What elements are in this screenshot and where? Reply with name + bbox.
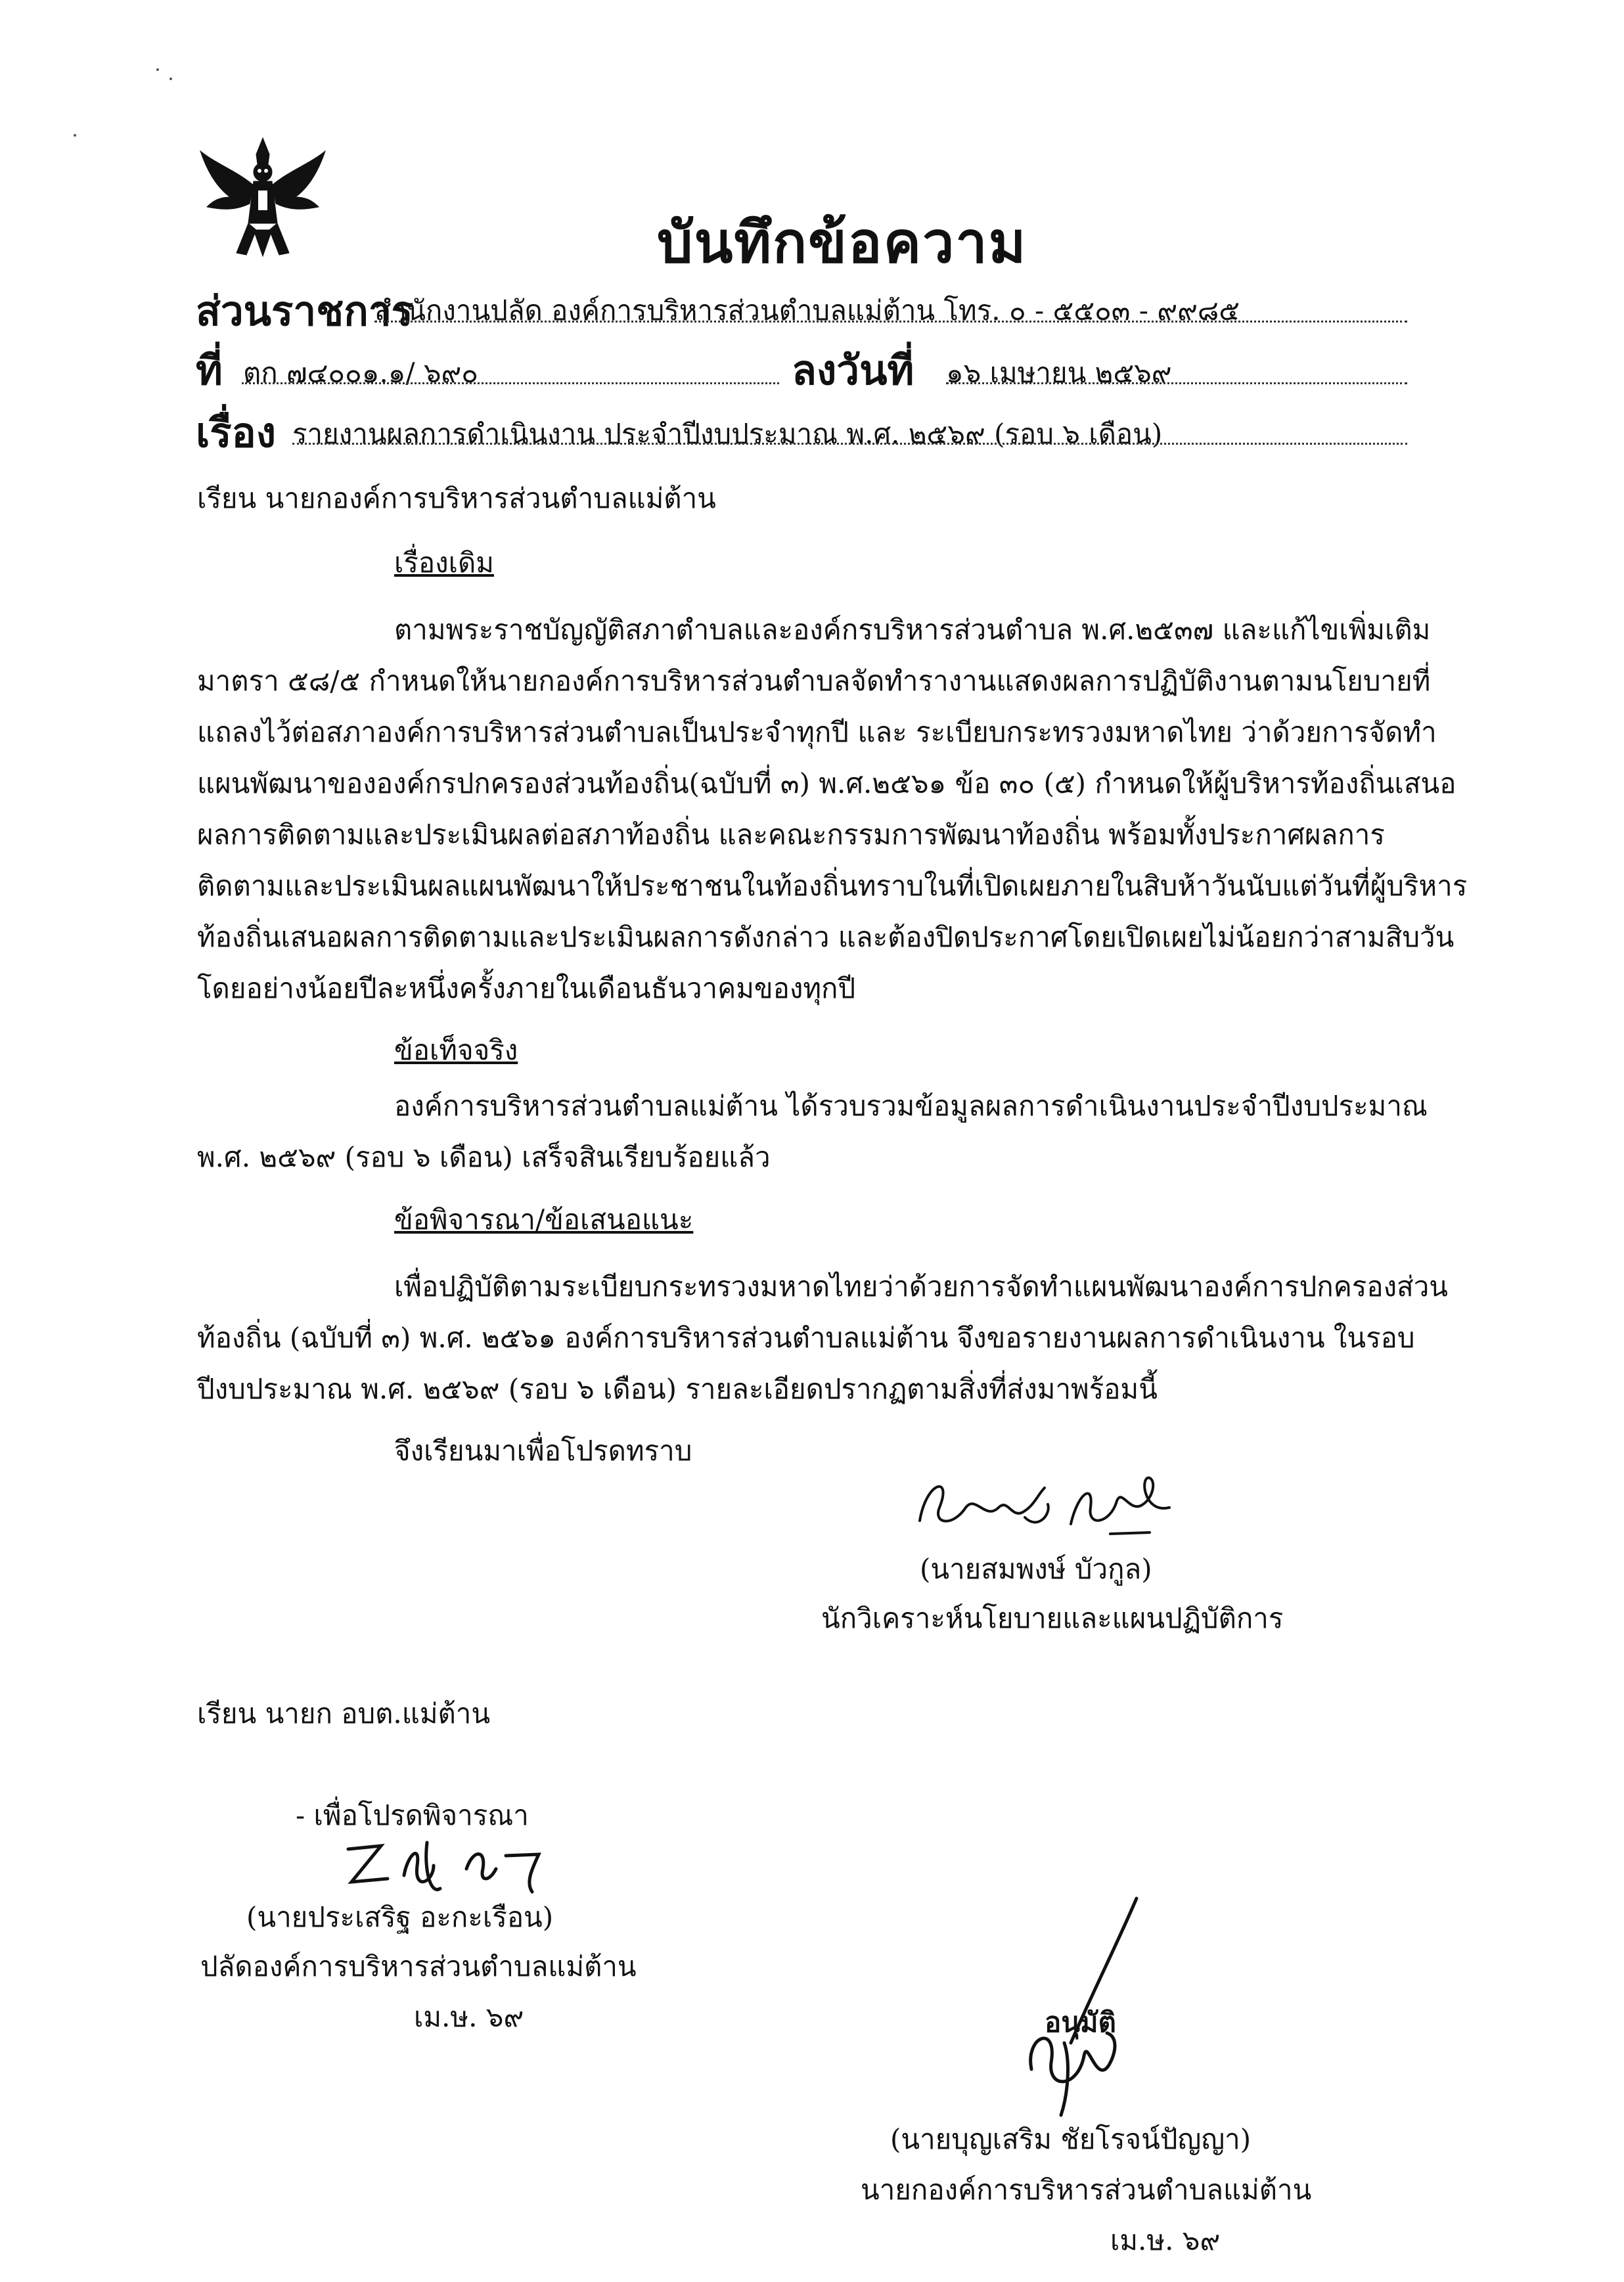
forward-to: เรียน นายก อบต.แม่ต้าน xyxy=(197,1697,491,1730)
ref-label: ที่ xyxy=(196,346,223,394)
forward-note: - เพื่อโปรดพิจารณา xyxy=(296,1799,529,1831)
approval-label: อนุมัติ xyxy=(1045,2006,1116,2038)
subject-underline xyxy=(292,443,1407,445)
recommend-line: เพื่อปฏิบัติตามระเบียบกระทรวงมหาดไทยว่าด้วยการจัดทำแผนพัฒนาองค์การปกครองส่วน xyxy=(394,1270,1449,1303)
recommend-line: ปีงบประมาณ พ.ศ. ๒๕๖๙ (รอบ ๖ เดือน) รายละเอียดปรากฏตามสิ่งที่ส่งมาพร้อมนี้ xyxy=(197,1373,1158,1405)
subject-value: รายงานผลการดำเนินงาน ประจำปีงบประมาณ พ.ศ. ๒๕๖๙ (รอบ ๖ เดือน) xyxy=(292,418,1163,450)
background-line: แผนพัฒนาขององค์กรปกครองส่วนท้องถิ่น(ฉบับที่ ๓) พ.ศ.๒๕๖๑ ข้อ ๓๐ (๕) กำหนดให้ผู้บริหารท้องถิ่นเสนอ xyxy=(197,767,1456,799)
signature-somphong xyxy=(913,1468,1189,1547)
facts-line: พ.ศ. ๒๕๖๙ (รอบ ๖ เดือน) เสร็จสินเรียบร้อยแล้ว xyxy=(197,1141,771,1173)
background-line: ท้องถิ่นเสนอผลการติดตามและประเมินผลการดังกล่าว และต้องปิดประกาศโดยเปิดเผยไม่น้อยกว่าสามสิบวัน xyxy=(197,921,1455,953)
date-label: ลงวันที่ xyxy=(792,346,914,394)
agency-underline xyxy=(374,321,1407,323)
ref-value: ตก ๗๔๐๐๑.๑/ ๖๙๐ xyxy=(243,357,478,389)
garuda-emblem-icon xyxy=(191,125,335,269)
background-line: ตามพระราชบัญญัติสภาตำบลและองค์กรบริหารส่วนตำบล พ.ศ.๒๕๓๗ และแก้ไขเพิ่มเติม xyxy=(394,614,1431,646)
agency-value: สำนักงานปลัด องค์การบริหารส่วนตำบลแม่ต้าน โทร. ๐ - ๕๕๐๓ - ๙๙๘๕ xyxy=(374,294,1240,326)
date-value: ๑๖ เมษายน ๒๕๖๙ xyxy=(946,357,1172,389)
signer1-name: (นายสมพงษ์ บัวกูล) xyxy=(920,1553,1152,1585)
background-line: มาตรา ๕๘/๕ กำหนดให้นายกองค์การบริหารส่วนตำบลจัดทำรางานแสดงผลการปฏิบัติงานตามนโยบายที่ xyxy=(197,665,1431,697)
approval-date: เม.ษ. ๖๙ xyxy=(1110,2224,1221,2256)
approval-position: นายกองค์การบริหารส่วนตำบลแม่ต้าน xyxy=(861,2174,1312,2206)
signature-prasert xyxy=(342,1829,578,1902)
forward-date: เม.ษ. ๖๙ xyxy=(414,2001,524,2033)
salutation: เรียน นายกองค์การบริหารส่วนตำบลแม่ต้าน xyxy=(197,482,716,514)
recommend-line: ท้องถิ่น (ฉบับที่ ๓) พ.ศ. ๒๕๖๑ องค์การบริหารส่วนตำบลแม่ต้าน จึงขอรายงานผลการดำเนินงาน ในรอบ xyxy=(197,1322,1415,1354)
memo-title: บันทึกข้อความ xyxy=(657,210,1027,276)
signer1-position: นักวิเคราะห์นโยบายและแผนปฏิบัติการ xyxy=(821,1602,1284,1634)
agency-label: ส่วนราชการ xyxy=(196,287,413,335)
facts-heading: ข้อเท็จจริง xyxy=(394,1034,518,1066)
background-line: แถลงไว้ต่อสภาองค์การบริหารส่วนตำบลเป็นประจำทุกปี และ ระเบียบกระทรวงมหาดไทย ว่าด้วยการจัดทำ xyxy=(197,716,1437,748)
approval-name: (นายบุญเสริม ชัยโรจน์ปัญญา) xyxy=(890,2123,1252,2155)
scan-speck xyxy=(74,134,76,137)
ref-underline xyxy=(242,382,779,384)
facts-line: องค์การบริหารส่วนตำบลแม่ต้าน ได้รวบรวมข้อมูลผลการดำเนินงานประจำปีงบประมาณ xyxy=(394,1090,1428,1122)
scan-speck xyxy=(156,68,159,71)
background-heading: เรื่องเดิม xyxy=(394,547,494,579)
background-line: ติดตามและประเมินผลแผนพัฒนาให้ประชาชนในท้องถิ่นทราบในที่เปิดเผยภายในสิบห้าวันนับแต่วันที่ผู้บริหาร xyxy=(197,870,1468,902)
background-line: ผลการติดตามและประเมินผลต่อสภาท้องถิ่น และคณะกรรมการพัฒนาท้องถิ่น พร้อมทั้งประกาศผลการ xyxy=(197,818,1385,851)
forward-position: ปลัดองค์การบริหารส่วนตำบลแม่ต้าน xyxy=(200,1950,637,1982)
subject-label: เรื่อง xyxy=(196,409,277,457)
date-underline xyxy=(946,382,1407,384)
recommend-heading: ข้อพิจารณา/ข้อเสนอแนะ xyxy=(394,1203,694,1236)
forward-name: (นายประเสริฐ อะกะเรือน) xyxy=(246,1901,554,1933)
background-line: โดยอย่างน้อยปีละหนึ่งครั้งภายในเดือนธันวาคมของทุกปี xyxy=(197,972,856,1004)
closing-text: จึงเรียนมาเพื่อโปรดทราบ xyxy=(394,1435,692,1467)
scan-speck xyxy=(169,78,172,80)
